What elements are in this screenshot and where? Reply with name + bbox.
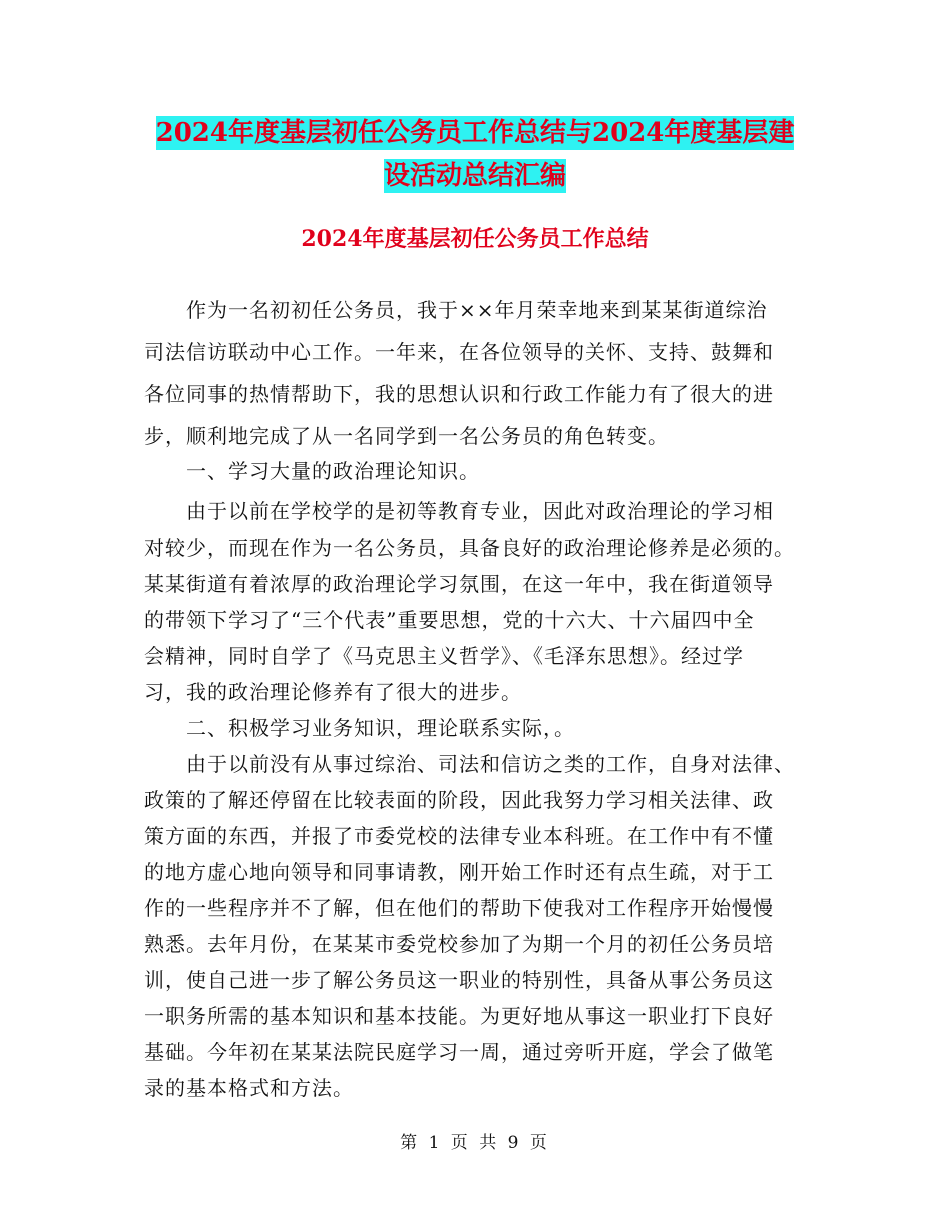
text-line: 策方面的东西，并报了市委党校的法律专业本科班。在工作中有不懂 xyxy=(144,824,774,848)
text-line: 二、积极学习业务知识，理论联系实际，。 xyxy=(144,716,575,740)
text-line: 对较少，而现在作为一名公务员，具备良好的政治理论修养是必须的。 xyxy=(144,536,795,560)
text-line: 一职务所需的基本知识和基本技能。为更好地从事这一职业打下良好 xyxy=(144,1004,774,1028)
text-line: 政策的了解还停留在比较表面的阶段，因此我努力学习相关法律、政 xyxy=(144,788,774,812)
text-line: 的地方虚心地向领导和同事请教，刚开始工作时还有点生疏，对于工 xyxy=(144,860,774,884)
text-line: 一、学习大量的政治理论知识。 xyxy=(144,459,480,483)
text-line: 习，我的政治理论修养有了很大的进步。 xyxy=(144,680,522,704)
text-line: 基础。今年初在某某法院民庭学习一周，通过旁听开庭，学会了做笔 xyxy=(144,1040,774,1064)
text-line: 作的一些程序并不了解，但在他们的帮助下使我对工作程序开始慢慢 xyxy=(144,896,774,920)
text-line: 各位同事的热情帮助下，我的思想认识和行政工作能力有了很大的进 xyxy=(144,382,774,406)
text-line: 由于以前在学校学的是初等教育专业，因此对政治理论的学习相 xyxy=(144,499,774,523)
document-title-line-1 xyxy=(0,112,950,149)
text-line: 步，顺利地完成了从一名同学到一名公务员的角色转变。 xyxy=(144,424,669,448)
text-line: 作为一名初初任公务员，我于××年月荣幸地来到某某街道综治 xyxy=(144,298,768,322)
document-title-line-2 xyxy=(0,155,950,192)
page-footer: 第 1 页 共 9 页 xyxy=(400,1133,550,1153)
text-line: 训，使自己进一步了解公务员这一职业的特别性，具备从事公务员这 xyxy=(144,968,774,992)
text-line: 会精神，同时自学了《马克思主义哲学》、《毛泽东思想》。经过学 xyxy=(144,644,744,668)
text-line: 熟悉。去年月份，在某某市委党校参加了为期一个月的初任公务员培 xyxy=(144,932,774,956)
title-highlight: 设活动总结汇编 xyxy=(383,161,566,191)
text-line: 的带领下学习了“三个代表”重要思想，党的十六大、十六届四中全 xyxy=(144,608,755,632)
text-line: 某某街道有着浓厚的政治理论学习氛围，在这一年中，我在街道领导 xyxy=(144,572,774,596)
text-line: 司法信访联动中心工作。一年来，在各位领导的关怀、支持、鼓舞和 xyxy=(144,340,774,364)
text-line: 录的基本格式和方法。 xyxy=(144,1076,354,1100)
text-line: 由于以前没有从事过综治、司法和信访之类的工作，自身对法律、 xyxy=(144,752,795,776)
title-highlight: 2024年度基层初任公务员工作总结与2024年度基层建 xyxy=(155,118,795,148)
section-title: 2024年度基层初任公务员工作总结 xyxy=(301,226,649,252)
